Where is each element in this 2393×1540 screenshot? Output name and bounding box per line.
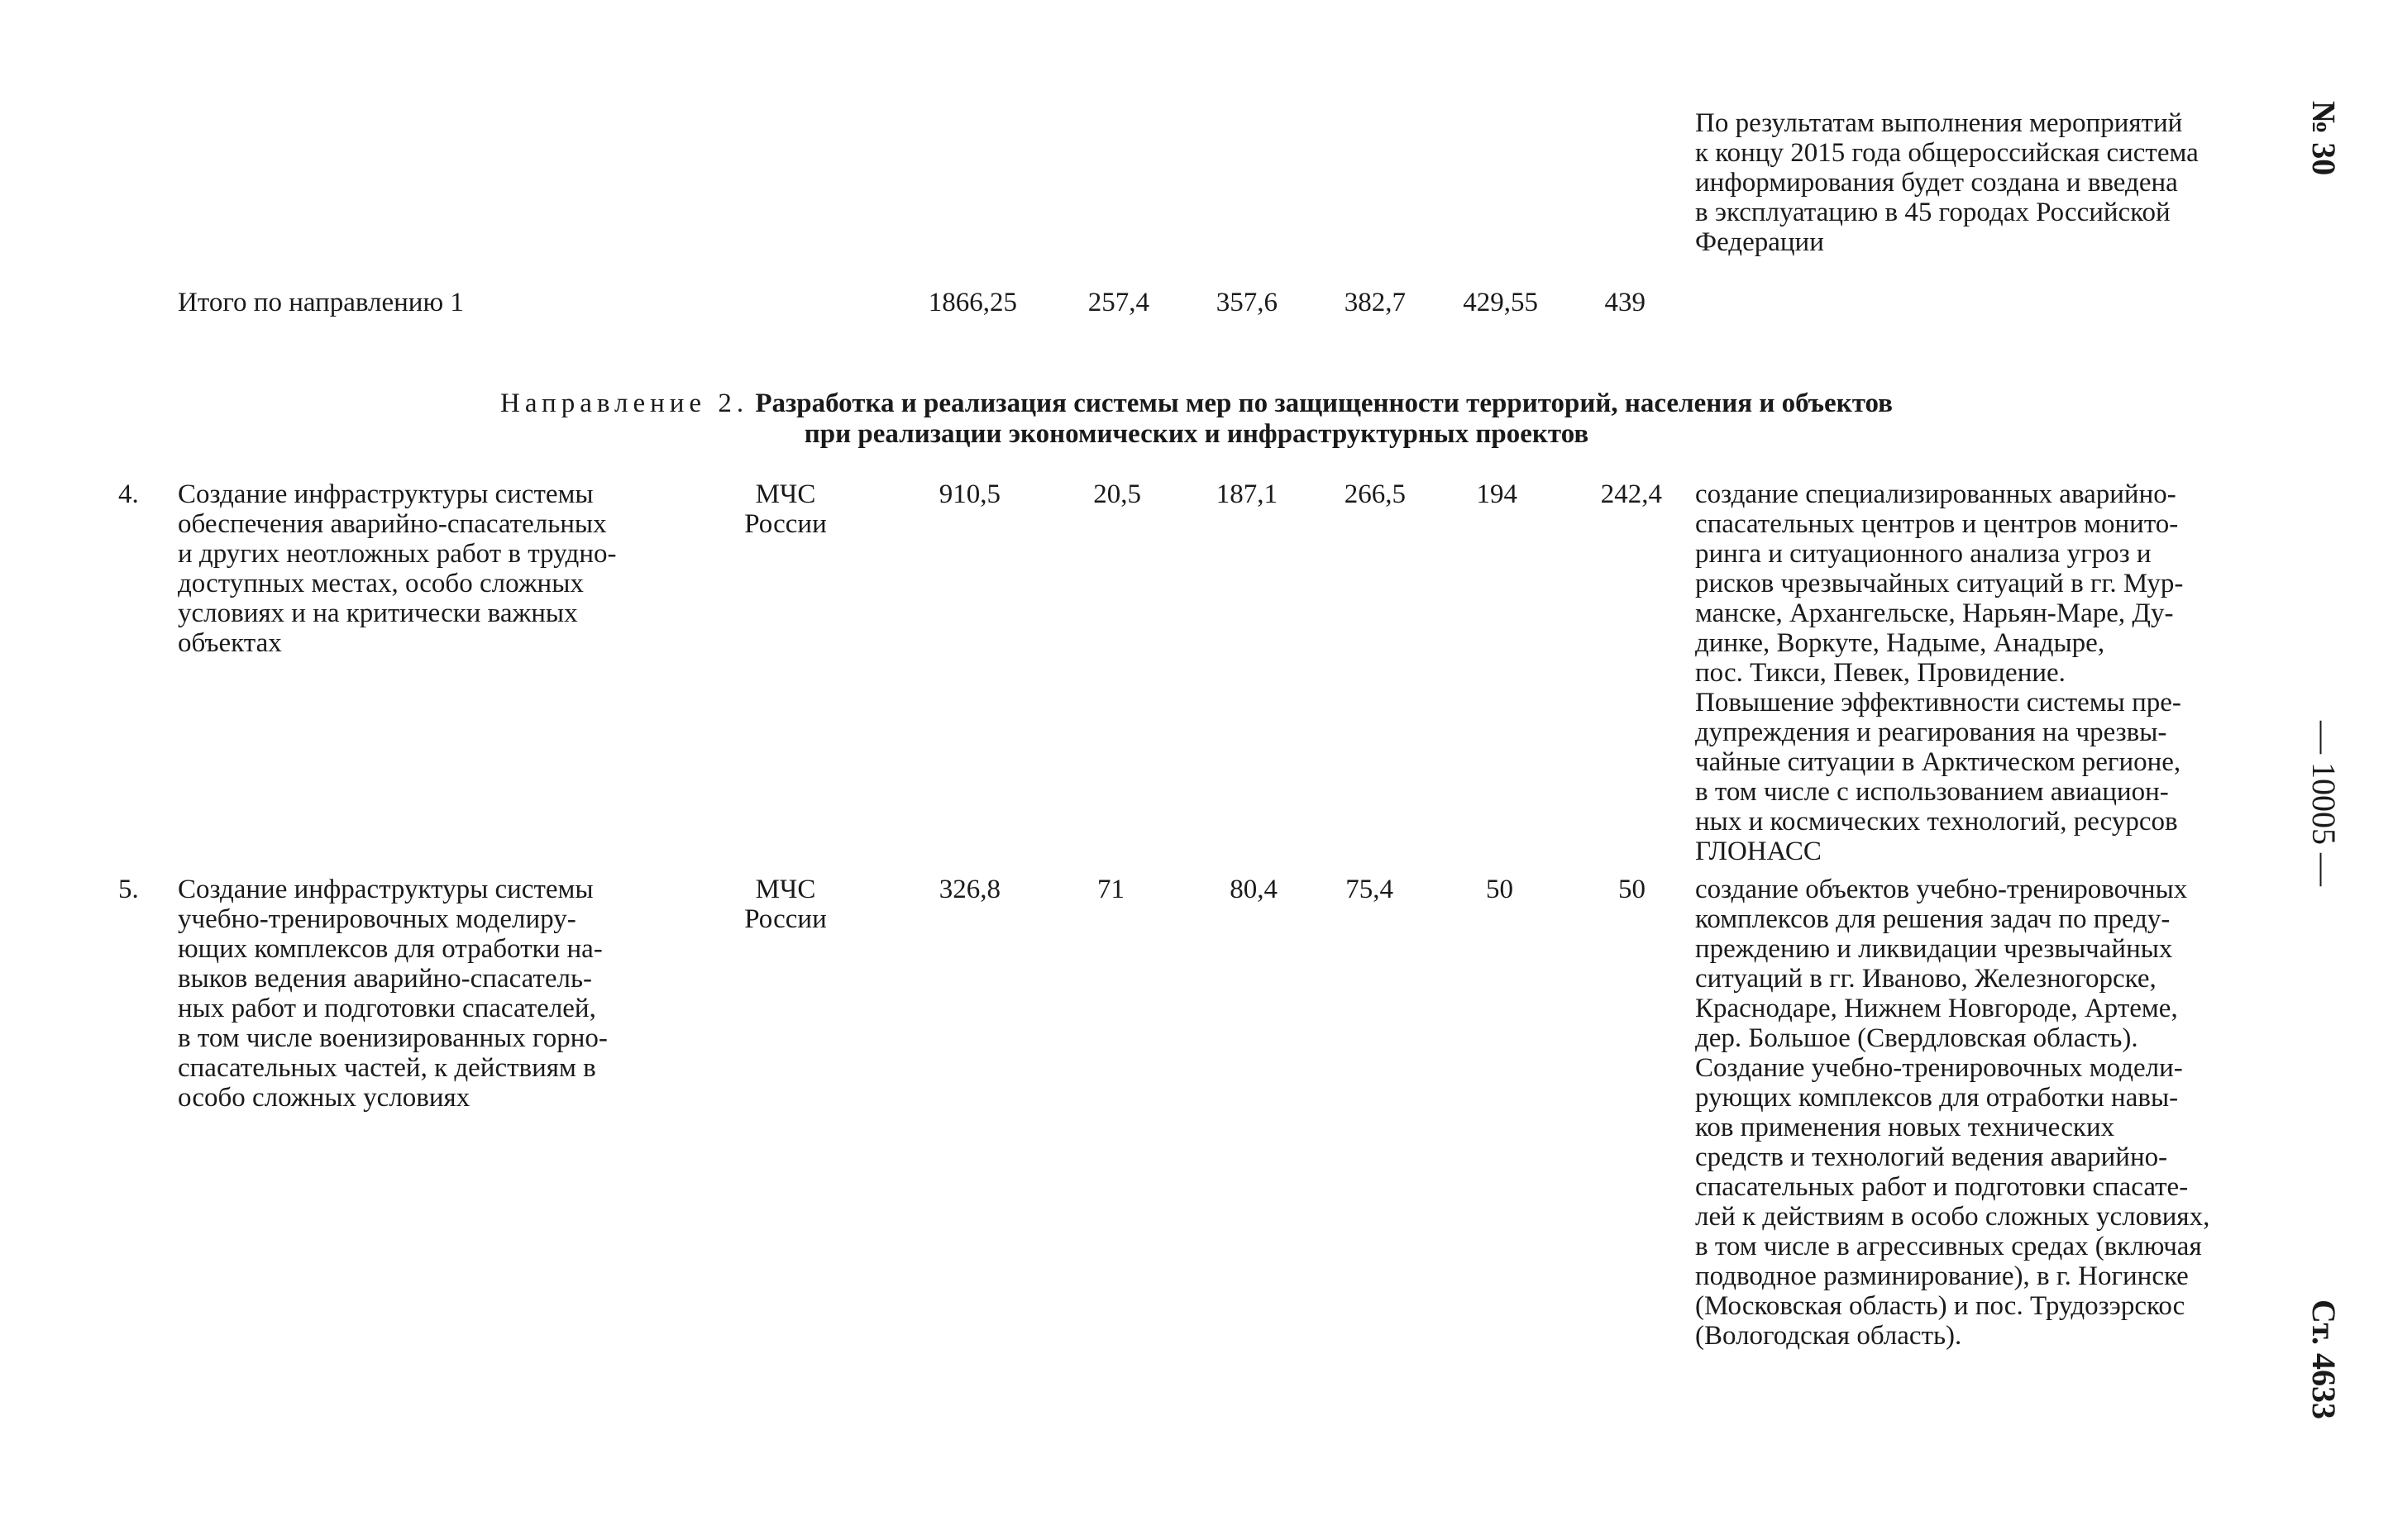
text-line: в эксплуатацию в 45 городах Российской	[1695, 198, 2171, 227]
text-line: дер. Большое (Свердловская область).	[1695, 1023, 2138, 1053]
direction-title-line1: Разработка и реализация системы мер по защищенности территорий, населения и объектов	[755, 389, 1893, 418]
text-line: спасательных частей, к действиям в	[178, 1053, 596, 1083]
text-line: Краснодаре, Нижнем Новгороде, Артеме,	[1695, 994, 2178, 1023]
text-line: ных и космических технологий, ресурсов	[1695, 807, 2178, 837]
text-line: спасательных работ и подготовки спасате-	[1695, 1172, 2189, 1202]
text-line: ситуаций в гг. Иваново, Железногорске,	[1695, 964, 2157, 994]
cell-value: 50	[1486, 875, 1513, 904]
text-line: выков ведения аварийно-спасатель-	[178, 964, 593, 994]
text-line: (Вологодская область).	[1695, 1321, 1962, 1351]
total-value: 382,7	[1344, 288, 1406, 317]
text-line: к концу 2015 года общероссийская система	[1695, 138, 2199, 168]
text-line: объектах	[178, 628, 282, 658]
top-result-text	[1695, 108, 2274, 257]
cell-value: 50	[1618, 875, 1645, 904]
cell-value: 910,5	[939, 479, 1001, 509]
text-line: Создание инфраструктуры системы	[178, 875, 594, 904]
text-line: Создание инфраструктуры системы	[178, 479, 594, 509]
total-value: 429,55	[1463, 288, 1538, 317]
text-line: манске, Архангельске, Нарьян-Маре, Ду-	[1695, 598, 2174, 628]
article-number: Ст. 4633	[2305, 1299, 2343, 1419]
text-line: обеспечения аварийно-спасательных	[178, 509, 607, 539]
text-line: России	[744, 509, 827, 539]
text-line: условиях и на критически важных	[178, 598, 578, 628]
text-line: чайные ситуации в Арктическом регионе,	[1695, 747, 2181, 777]
row-number: 5.	[118, 875, 139, 904]
text-line: пос. Тикси, Певек, Провидение.	[1695, 658, 2066, 688]
text-line: Повышение эффективности системы пре-	[1695, 688, 2181, 718]
text-line: ков применения новых технических	[1695, 1113, 2115, 1142]
text-line: ных работ и подготовки спасателей,	[178, 994, 596, 1023]
direction-prefix: Направление 2.	[500, 389, 749, 418]
total-value: 257,4	[1087, 288, 1149, 317]
direction-title-line2: при реализации экономических и инфраструктурных проектов	[804, 419, 1589, 449]
text-line: создание специализированных аварийно-	[1695, 479, 2176, 509]
text-line: в том числе в агрессивных средах (включая	[1695, 1232, 2202, 1261]
text-line: лей к действиям в особо сложных условиях,	[1695, 1202, 2210, 1232]
cell-value: 71	[1097, 875, 1125, 904]
direction-heading	[0, 389, 2393, 418]
text-line: особо сложных условиях	[178, 1083, 470, 1113]
expected-result	[1695, 875, 2274, 1351]
expected-result	[1695, 479, 2274, 866]
text-line: ГЛОНАСС	[1695, 837, 1822, 866]
row-number: 4.	[118, 479, 139, 509]
issue-number: № 30	[2305, 101, 2343, 176]
text-line: спасательных центров и центров монито-	[1695, 509, 2179, 539]
text-line: МЧС	[755, 875, 816, 904]
text-line: учебно-тренировочных моделиру-	[178, 904, 576, 934]
text-line: в том числе военизированных горно-	[178, 1023, 608, 1053]
text-line: создание объектов учебно-тренировочных	[1695, 875, 2188, 904]
cell-value: 326,8	[939, 875, 1001, 904]
measure-name	[178, 875, 678, 1113]
cell-value: 187,1	[1216, 479, 1278, 509]
text-line: и других неотложных работ в трудно-	[178, 539, 617, 569]
measure-name	[178, 479, 678, 658]
text-line: доступных местах, особо сложных	[178, 569, 584, 598]
cell-value: 242,4	[1600, 479, 1662, 509]
executor	[732, 479, 839, 539]
text-line: средств и технологий ведения аварийно-	[1695, 1142, 2168, 1172]
total-value: 357,6	[1216, 288, 1278, 317]
text-line: дупреждения и реагирования на чрезвы-	[1695, 718, 2167, 747]
cell-value: 75,4	[1345, 875, 1393, 904]
text-line: (Московская область) и пос. Трудозэрскос	[1695, 1291, 2185, 1321]
text-line: в том числе с использованием авиацион-	[1695, 777, 2169, 807]
cell-value: 194	[1476, 479, 1517, 509]
text-line: подводное разминирование), в г. Ногинске	[1695, 1261, 2189, 1291]
text-line: рующих комплексов для отработки навы-	[1695, 1083, 2179, 1113]
cell-value: 80,4	[1230, 875, 1278, 904]
total-label: Итого по направлению 1	[178, 288, 464, 317]
text-line: По результатам выполнения мероприятий	[1695, 108, 2183, 138]
total-value: 439	[1604, 288, 1645, 317]
page-number: — 10005 —	[2305, 721, 2343, 886]
text-line: Федерации	[1695, 227, 1824, 257]
text-line: комплексов для решения задач по преду-	[1695, 904, 2171, 934]
text-line: Создание учебно-тренировочных модели-	[1695, 1053, 2183, 1083]
total-value: 1866,25	[928, 288, 1017, 317]
text-line: информирования будет создана и введена	[1695, 168, 2178, 198]
text-line: ринга и ситуационного анализа угроз и	[1695, 539, 2152, 569]
text-line: преждению и ликвидации чрезвычайных	[1695, 934, 2173, 964]
text-line: динке, Воркуте, Надыме, Анадыре,	[1695, 628, 2105, 658]
text-line: МЧС	[755, 479, 816, 509]
text-line: ющих комплексов для отработки на-	[178, 934, 603, 964]
cell-value: 266,5	[1344, 479, 1406, 509]
cell-value: 20,5	[1093, 479, 1141, 509]
executor	[732, 875, 839, 934]
text-line: рисков чрезвычайных ситуаций в гг. Мур-	[1695, 569, 2184, 598]
text-line: России	[744, 904, 827, 934]
